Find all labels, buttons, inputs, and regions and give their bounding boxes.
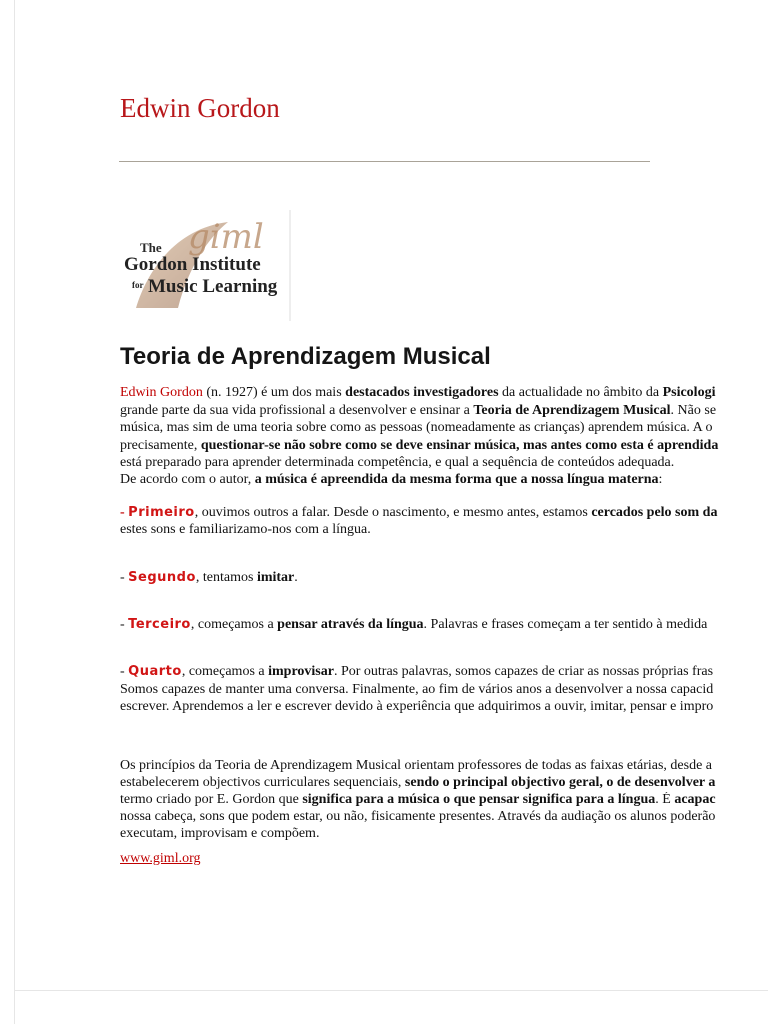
document-header-name: Edwin Gordon xyxy=(120,93,280,123)
para2-line4: nossa cabeça, sons que podem estar, ou não, fisicamente presentes. Através da audiação os alunos poderão xyxy=(120,809,716,824)
logo-line3b: Music Learning xyxy=(148,276,278,297)
step-segundo: - Segundo, tentamos imitar. xyxy=(120,570,298,585)
logo-line1: The xyxy=(140,240,162,255)
step-terceiro-marker: Terceiro xyxy=(128,617,191,632)
giml-link-line xyxy=(120,851,768,867)
para2-line1: Os princípios da Teoria de Aprendizagem Musical orientam professores de todas as faixas etárias, desde a xyxy=(120,758,713,773)
para2-line5: executam, improvisam e compõem. xyxy=(120,826,320,841)
para2-line3: termo criado por E. Gordon que significa para a música o que pensar significa para a língua. É acapac xyxy=(120,792,716,807)
para1-line3: música, mas sim de uma teoria sobre como as pessoas (nomeadamente as crianças) aprendem música. A o xyxy=(120,420,713,435)
para1-line1: Edwin Gordon (n. 1927) é um dos mais destacados investigadores da actualidade no âmbito da Psicologi xyxy=(120,385,716,400)
para1-line2: grande parte da sua vida profissional a desenvolver e ensinar a Teoria de Aprendizagem Musical. Não se xyxy=(120,403,717,418)
para2-line2: estabelecerem objectivos curriculares sequenciais, sendo o principal objectivo geral, o de desenvolver a xyxy=(120,775,716,790)
para1-line6: De acordo com o autor, a música é apreendida da mesma forma que a nossa língua materna: xyxy=(120,472,663,487)
step-terceiro: - Terceiro, começamos a pensar através da língua. Palavras e frases começam a ter sentido à medida xyxy=(120,617,708,632)
page-border-left xyxy=(14,0,15,1024)
step-primeiro-marker: Primeiro xyxy=(128,505,195,520)
header-divider xyxy=(119,161,650,162)
gordon-institute-logo xyxy=(118,208,293,323)
section-title: Teoria de Aprendizagem Musical xyxy=(120,343,491,370)
para1-line4: precisamente, questionar-se não sobre como se deve ensinar música, mas antes como esta é aprendida xyxy=(120,438,719,453)
step-quarto-marker: Quarto xyxy=(128,664,182,679)
gordon-institute-logo-image xyxy=(118,208,293,323)
giml-website-link[interactable]: www.giml.org xyxy=(120,851,201,866)
step-primeiro-line1: - Primeiro, ouvimos outros a falar. Desde o nascimento, e mesmo antes, estamos cercados pelo som da xyxy=(120,505,718,520)
logo-line3a: for xyxy=(132,280,144,290)
para1-line5: está preparado para aprender determinada competência, e qual a sequência de conteúdos adequada. xyxy=(120,455,675,470)
step-quarto-line1: - Quarto, começamos a improvisar. Por outras palavras, somos capazes de criar as nossas próprias fras xyxy=(120,664,714,679)
step-quarto-line3: escrever. Aprendemos a ler e escrever devido à experiência que adquirimos a ouvir, imitar, pensar e impro xyxy=(120,699,714,714)
page-border-bottom xyxy=(14,990,768,991)
logo-script-text: giml xyxy=(188,217,264,257)
step-segundo-marker: Segundo xyxy=(128,570,196,585)
step-quarto-line2: Somos capazes de manter uma conversa. Finalmente, ao fim de vários anos a desenvolver a nossa capacid xyxy=(120,682,714,697)
logo-line2: Gordon Institute xyxy=(124,254,261,275)
step-primeiro-line2: estes sons e familiarizamo-nos com a língua. xyxy=(120,522,371,537)
